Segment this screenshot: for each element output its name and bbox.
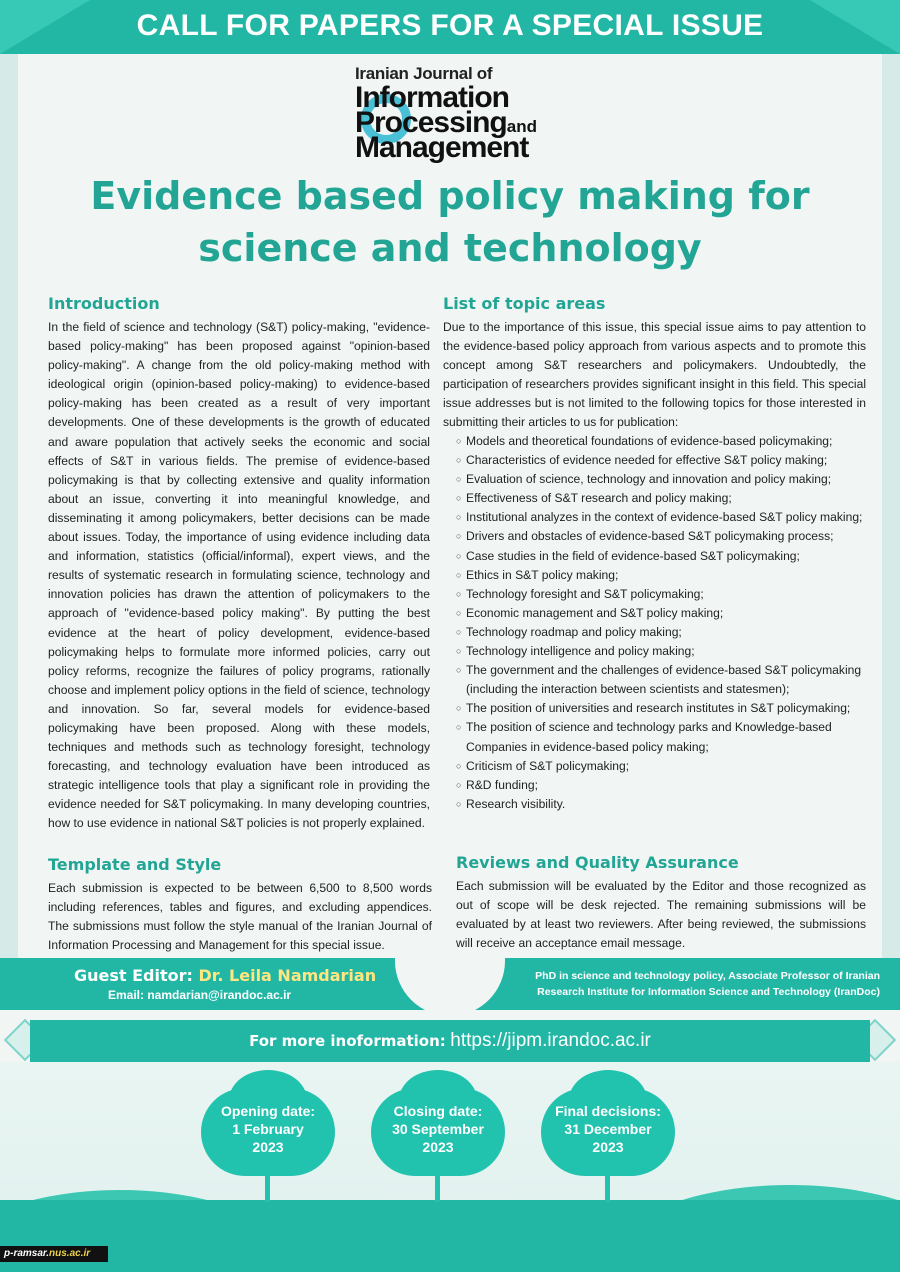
- closing-date-value: 30 September: [392, 1121, 484, 1137]
- grass-strip: [0, 1200, 900, 1272]
- logo-line-4: Management: [355, 131, 529, 164]
- topic-item: ○ Technology intelligence and policy making;: [444, 642, 864, 661]
- topic-item: ○ Effectiveness of S&T research and policy making;: [444, 489, 864, 508]
- final-decisions-cloud: [531, 1068, 685, 1178]
- closing-date-label: Closing date:: [393, 1103, 483, 1119]
- guest-editor-name: Dr. Leila Namdarian: [198, 966, 377, 985]
- right-decor-strip: [882, 54, 900, 958]
- topic-item: ○ Evaluation of science, technology and innovation and policy making;: [444, 470, 864, 489]
- topic-item: ○ Models and theoretical foundations of evidence-based policymaking;: [444, 432, 864, 451]
- reviews-text: Each submission will be evaluated by the Editor and those recognized as out of scope will be desk rejected. The remaining submissions will be evaluated by at least two reviewers. After being reviewed, the submissions will receive an acceptance email message.: [456, 879, 866, 951]
- guest-editor-email: Email: namdarian@irandoc.ac.ir: [108, 988, 292, 1002]
- closing-date-cloud: [361, 1068, 515, 1178]
- topic-item: ○ Institutional analyzes in the context of evidence-based S&T policy making;: [444, 508, 864, 527]
- template-text: Each submission is expected to be between 6,500 to 8,500 words including references, tables and figures, and excluding appendices. The submissions must follow the style manual of the Iranian Journal of Information Processing and Management for this special issue.: [48, 881, 432, 953]
- footer-site-tag[interactable]: [0, 1246, 108, 1262]
- info-text: [30, 1020, 870, 1062]
- topic-item: ○ Technology roadmap and policy making;: [444, 623, 864, 642]
- journal-logo: [355, 64, 555, 164]
- final-decisions-year: 2023: [592, 1139, 624, 1155]
- guest-editor-band: [0, 958, 900, 1010]
- opening-date-label: Opening date:: [220, 1103, 316, 1119]
- introduction-heading: Introduction: [48, 294, 160, 313]
- logo-line-2: Information: [355, 81, 509, 114]
- topics-heading: List of topic areas: [443, 294, 606, 313]
- info-url-link[interactable]: https://jipm.irandoc.ac.ir: [450, 1030, 651, 1051]
- topic-item: ○ Economic management and S&T policy making;: [444, 604, 864, 623]
- topic-item: ○ The position of universities and research institutes in S&T policymaking;: [444, 699, 864, 718]
- topic-item: ○ Characteristics of evidence needed for effective S&T policy making;: [444, 451, 864, 470]
- topic-item: ○ Criticism of S&T policymaking;: [444, 757, 864, 776]
- topics-intro: Due to the importance of this issue, this special issue aims to pay attention to the evidence-based policy approach from various aspects and to promote this concept among S&T researchers and policymakers. Undoubtedly, the participation of researchers provides significant insight in this field. This special issue addresses but is not limited to the following topics for those interested in submitting their articles to us for publication:: [443, 320, 866, 430]
- logo-line-3-and: and: [506, 117, 537, 136]
- final-decisions-value: 31 December: [564, 1121, 652, 1137]
- info-label: For more inoformation:: [249, 1032, 446, 1050]
- guest-editor-label-text: Guest Editor:: [74, 966, 193, 985]
- topics-list: [444, 432, 864, 814]
- banner-title: CALL FOR PAPERS FOR A SPECIAL ISSUE: [136, 9, 764, 42]
- top-banner: [0, 0, 900, 54]
- opening-date-value: 1 February: [232, 1121, 304, 1137]
- closing-date-year: 2023: [422, 1139, 454, 1155]
- topic-item: ○ Ethics in S&T policy making;: [444, 566, 864, 585]
- opening-date-year: 2023: [252, 1139, 284, 1155]
- introduction-text: In the field of science and technology (S&T) policy-making, "evidence-based policy-making" has been proposed against "opinion-based policy-making". A change from the old policy-making method with ideological origin (opinion-based policy-making) to evidence-based policy-making has been created as a result of very important developments. One of these developments is the growth of educated and aware population that actively seeks the economic and social effects of S&T in various fields. The premise of evidence-based policymaking is that by collecting extensive and quality information about an issue, converting it into meaningful knowledge, and disseminating it among policymakers, better decisions can be made about issues. Today, the importance of using evidence including data and information, statistics (official/informal), expert views, and the results of systematic research in formulating science, technology and innovation policies has drawn the attention of policymakers to the approach of "evidence-based policy making". By putting the best evidence at the heart of policy development, evidence-based policymaking helps to formulate more informed policies, carry out policy reforms, recognize the failures of policy programs, rationally choose and implement policy options in the field of science, technology and innovation. So far, several models for evidence-based policymaking have been proposed. Along with these models, techniques and methods such as technology foresight, technology forecasting, and technology evaluation have been introduced as strategic intelligence tools that play a significant role in providing the evidence needed for S&T policymaking. In many developing countries, how to use evidence in national S&T policies is not properly explained.: [48, 320, 430, 831]
- info-bar: [30, 1020, 870, 1062]
- topic-item: ○ R&D funding;: [444, 776, 864, 795]
- topic-item: ○ The government and the challenges of evidence-based S&T policymaking (including the interaction between scientists and statesmen);: [444, 661, 864, 699]
- guest-editor-affiliation: PhD in science and technology policy, Associate Professor of Iranian Research Institute for Information Science and Technology (IranDoc): [535, 970, 880, 998]
- page-title: Evidence based policy making for science and technology: [90, 174, 810, 270]
- guest-editor-label: [74, 966, 376, 985]
- reviews-heading: Reviews and Quality Assurance: [456, 853, 739, 872]
- topic-item: ○ Drivers and obstacles of evidence-based S&T policymaking process;: [444, 527, 864, 546]
- topic-item: ○ The position of science and technology parks and Knowledge-based Companies in evidence-based policy making;: [444, 718, 864, 756]
- left-decor-strip: [0, 54, 18, 958]
- logo-line-3-main: Processing: [355, 106, 507, 139]
- logo-line-1: Iranian Journal of: [355, 64, 493, 83]
- final-decisions-label: Final decisions:: [555, 1103, 661, 1119]
- footer-prefix: p-ramsar.: [4, 1248, 50, 1259]
- topic-item: ○ Case studies in the field of evidence-based S&T policymaking;: [444, 547, 864, 566]
- template-heading: Template and Style: [48, 855, 222, 874]
- topic-item: ○ Technology foresight and S&T policymaking;: [444, 585, 864, 604]
- topic-item: ○ Research visibility.: [444, 795, 864, 814]
- footer-domain: nus.ac.ir: [49, 1248, 91, 1259]
- opening-date-cloud: [191, 1068, 345, 1178]
